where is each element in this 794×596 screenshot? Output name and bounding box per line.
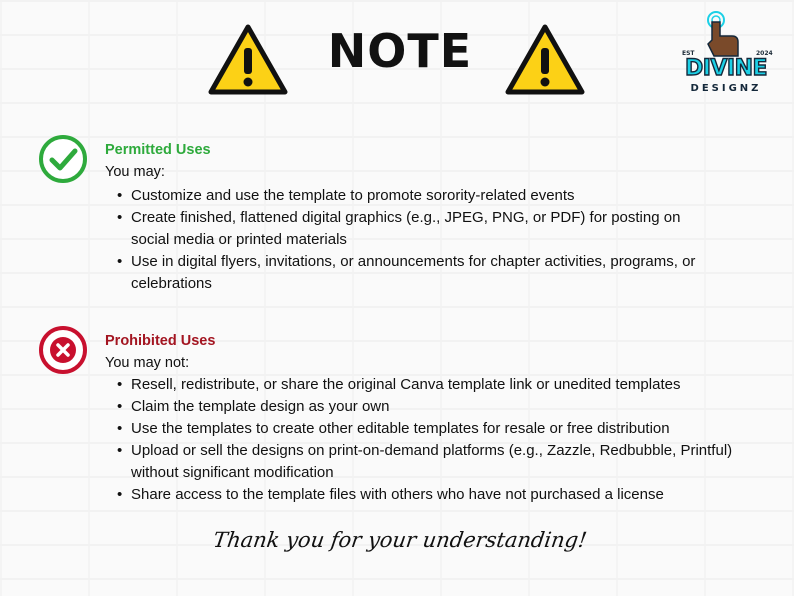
list-item: • Share access to the template files with others who have not purchased a license bbox=[131, 484, 783, 506]
x-circle-icon bbox=[38, 325, 88, 375]
list-item: • Customize and use the template to promote sorority-related events bbox=[131, 185, 706, 207]
list-item: • Claim the template design as your own bbox=[131, 396, 783, 418]
list-item: • Resell, redistribute, or share the original Canva template link or unedited templates bbox=[131, 374, 783, 396]
pointing-hand-icon bbox=[696, 10, 754, 60]
logo-est: EST bbox=[682, 50, 695, 57]
page-title: NOTE bbox=[327, 24, 473, 78]
list-item: • Use the templates to create other editable templates for resale or free distribution bbox=[131, 418, 783, 440]
permitted-title: Permitted Uses bbox=[105, 142, 211, 158]
prohibited-subtitle: You may not: bbox=[105, 355, 190, 371]
prohibited-list bbox=[131, 374, 783, 506]
brand-logo bbox=[672, 10, 780, 106]
list-item: • Create finished, flattened digital graphics (e.g., JPEG, PNG, or PDF) for posting on social media or printed materials bbox=[131, 207, 706, 251]
permitted-subtitle: You may: bbox=[105, 164, 165, 180]
warning-icon bbox=[207, 22, 289, 98]
thank-you-signature: Thank you for your understanding! bbox=[211, 528, 589, 552]
prohibited-title: Prohibited Uses bbox=[105, 333, 216, 349]
list-item: • Upload or sell the designs on print-on-demand platforms (e.g., Zazzle, Redbubble, Printful) without significant modification bbox=[131, 440, 783, 484]
list-item: • Use in digital flyers, invitations, or announcements for chapter activities, programs, or celebrations bbox=[131, 251, 706, 295]
logo-wordmark: DIVINE bbox=[684, 56, 768, 81]
logo-year: 2024 bbox=[756, 50, 773, 57]
warning-icon bbox=[504, 22, 586, 98]
check-circle-icon bbox=[38, 134, 88, 184]
logo-subtitle: DESIGNZ bbox=[690, 83, 762, 94]
permitted-list bbox=[131, 185, 706, 295]
